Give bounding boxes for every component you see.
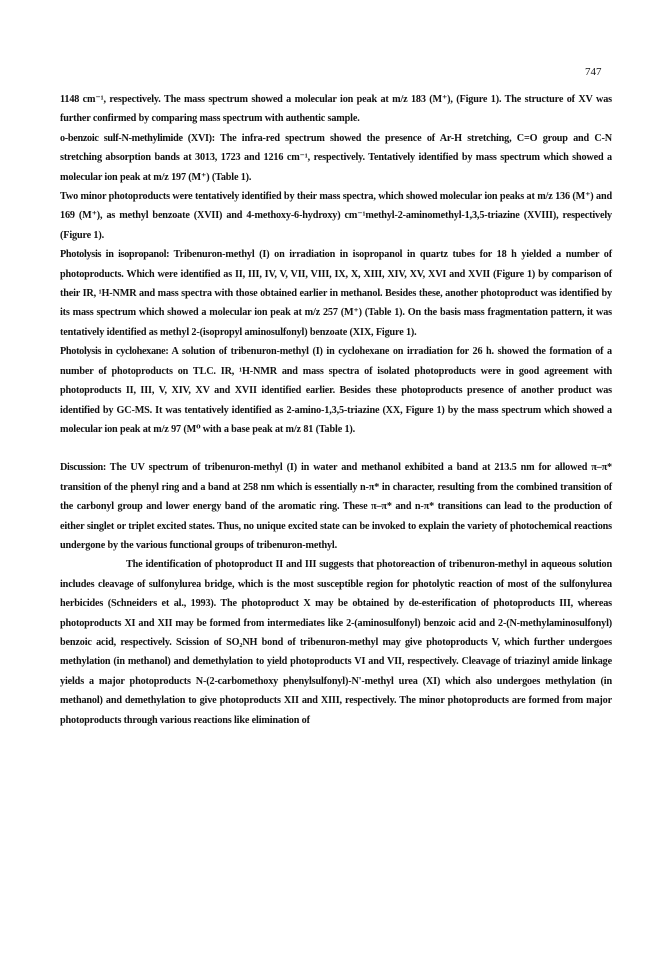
paragraph-text: The identification of photoproduct II and III suggests that photoreaction of tribenuron-methyl in aqueous solution includes cleavage of sulfonylurea bridge, which is the most susceptible region for photolytic reaction of most of the sulfonylurea herbicides (Schneiders et al., 1993). The photoproduct X may be obtained by de-esterification of photoproducts III, whereas photoproducts XI and XII may be formed from intermediates like 2-(aminosulfonyl) benzoic acid and 2-(N-methylaminosulfonyl) benzoic acid, respectively. Scission of SO₂NH bond of tribenuron-methyl may give photoproducts V, which further undergoes methylation (in methanol) and demethylation to yield photoproducts VI and VII, respectively. Cleavage of triazinyl amide linkage yields a major photoproducts N-(2-carbomethoxy phenylsulfonyl)-N'-methyl urea (XI) which also undergoes methylation (in methanol) and demethylation to give photoproducts XII and XIII, respectively. The minor photoproducts are formed from major photoproducts through various reactions like elimination of <box>60 559 612 726</box>
run-in-heading: Photolysis in cyclohexane: <box>60 346 169 358</box>
paragraph-xv-continuation <box>60 90 612 129</box>
paragraph-text: Two minor photoproducts were tentatively identified by their mass spectra, which showed molecular ion peaks at m/z 136 (M⁺) and 169 (M⁺), as methyl benzoate (XVII) and 4-methoxy-6-hydroxy) cm⁻¹methyl-2-aminomethyl-1,3,5-triazine (XVIII), respectively (Figure 1). <box>60 191 612 241</box>
paragraph-identification <box>60 555 612 730</box>
section-gap <box>60 439 612 458</box>
paragraph-minor-photoproducts <box>60 187 612 245</box>
paragraph-isopropanol <box>60 245 612 342</box>
run-in-heading: o-benzoic sulf-N-methylimide (XVI): <box>60 132 215 144</box>
paragraph-text: 1148 cm⁻¹, respectively. The mass spectrum showed a molecular ion peak at m/z 183 (M⁺), (Figure 1). The structure of XV was further confirmed by comparing mass spectrum with authentic sample. <box>60 94 612 125</box>
paragraph-cyclohexane <box>60 342 612 439</box>
page-number: 747 <box>585 66 602 78</box>
paragraph-text: The infra-red spectrum showed the presence of Ar-H stretching, C=O group and C-N stretching absorption bands at 3013, 1723 and 1216 cm⁻¹, respectively. Tentatively identified by mass spectrum which showed a molecular ion peak at m/z 197 (M⁺) (Table 1). <box>60 132 613 183</box>
run-in-heading: Discussion: <box>60 462 106 474</box>
paragraph-discussion <box>60 458 612 555</box>
run-in-heading: Photolysis in isopropanol: <box>60 249 170 261</box>
page-body <box>60 90 612 730</box>
paragraph-xvi <box>60 129 612 187</box>
paragraph-text: Tribenuron-methyl (I) on irradiation in isopropanol in quartz tubes for 18 h yielded a number of photoproducts. Which were identified as II, III, IV, V, VII, VIII, IX, X, XIII, XIV, XV, XVI and XVII (Figure 1) by comparison of their IR, ¹H-NMR and mass spectra with those obtained earlier in methanol. Besides these, another photoproduct was identified by its mass spectrum which showed a molecular ion peak at m/z 257 (M⁺) (Table 1). On the basis mass fragmentation pattern, it was tentatively identified as methyl 2-(isopropyl aminosulfonyl) benzoate (XIX, Figure 1). <box>60 249 612 338</box>
paragraph-text: A solution of tribenuron-methyl (I) in cyclohexane on irradiation for 26 h. showed the formation of a number of photoproducts on TLC. IR, ¹H-NMR and mass spectra of isolated photoproducts were in good agreement with photoproducts II, III, V, XIV, XV and XVII identified earlier. Besides these photoproducts presence of another product was identified by GC-MS. It was tentatively identified as 2-amino-1,3,5-triazine (XX, Figure 1) by the mass spectrum which showed a molecular ion peak at m/z 97 (M⁰ with a base peak at m/z 81 (Table 1). <box>60 346 612 435</box>
paragraph-text: The UV spectrum of tribenuron-methyl (I) in water and methanol exhibited a band at 213.5 nm for allowed π–π* transition of the phenyl ring and a band at 258 nm which is essentially n-π* in character, resulting from the combined transition of the carbonyl group and lower energy band of the aromatic ring. These π–π* and n-π* transitions can lead to the production of either singlet or triplet excited states. Thus, no unique excited state can be invoked to explain the variety of photochemical reactions undergone by the various functional groups of tribenuron-methyl. <box>60 462 612 551</box>
